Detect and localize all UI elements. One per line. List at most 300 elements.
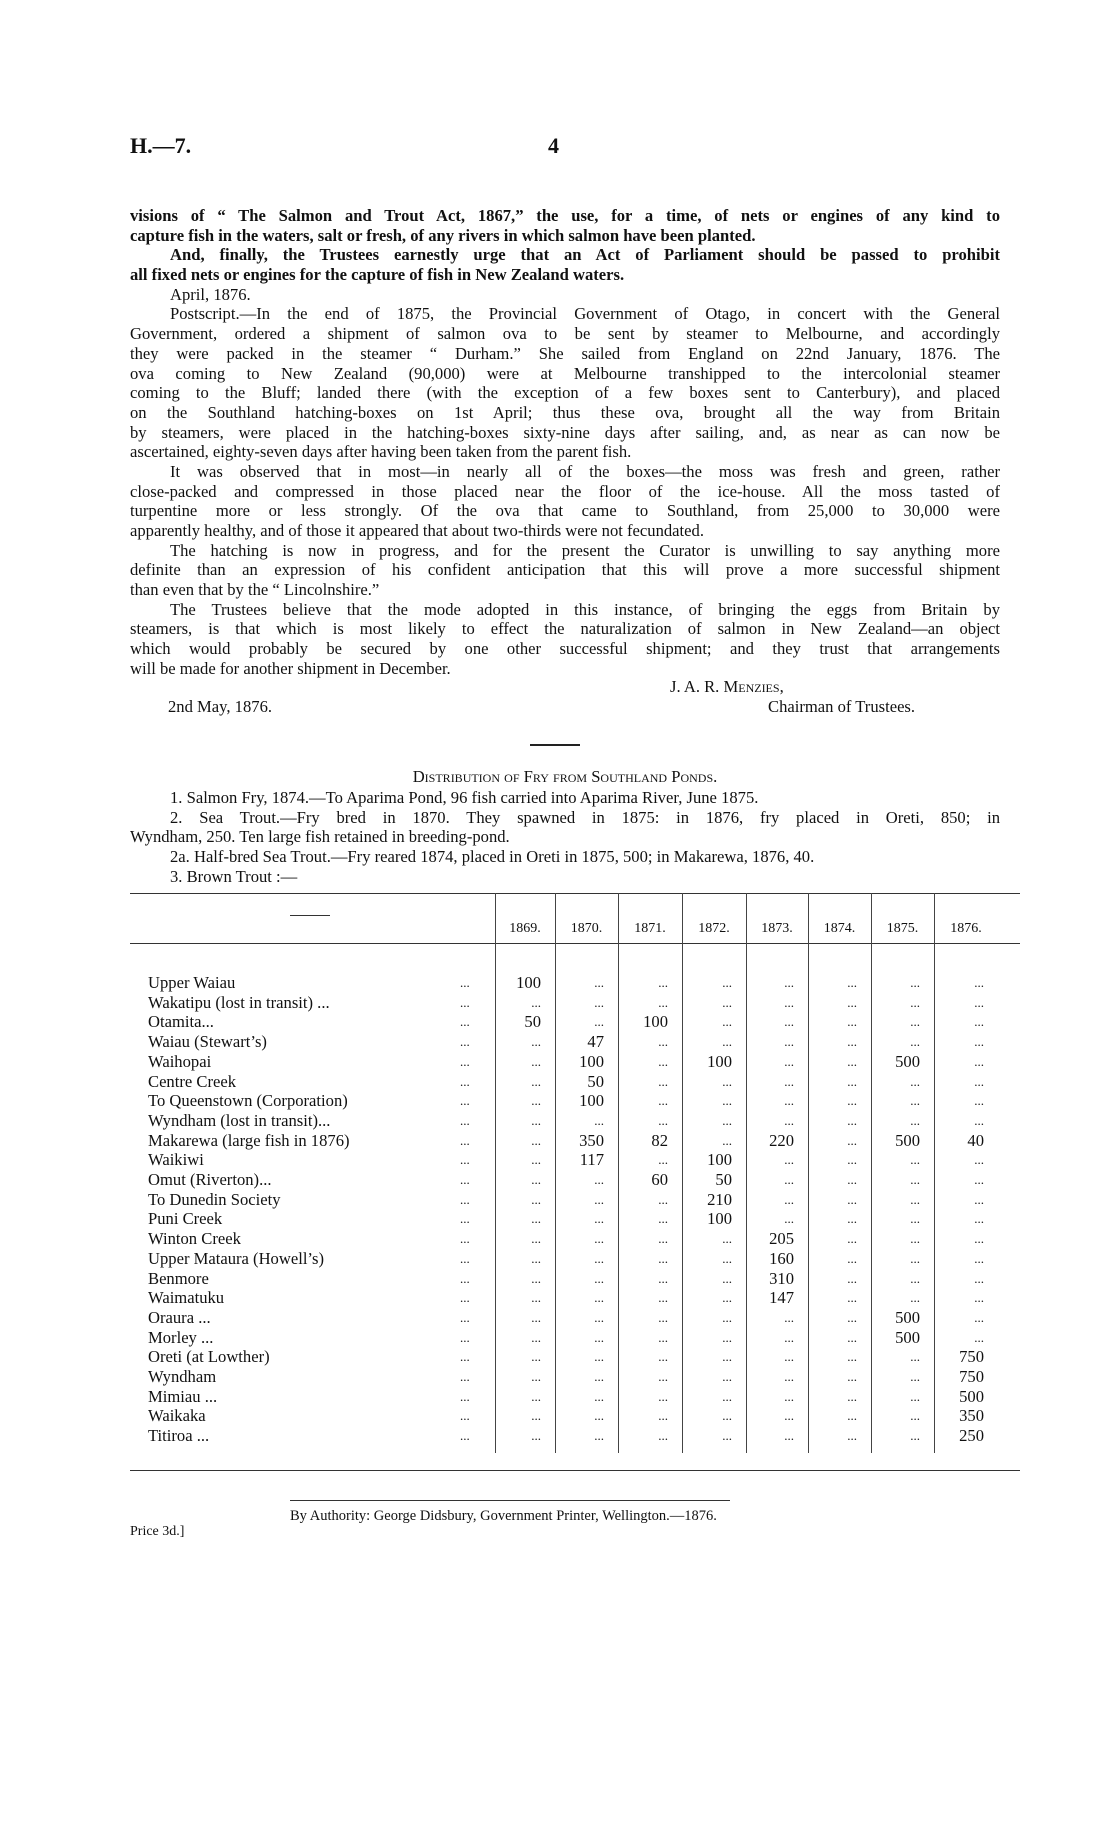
leader-dots: ...	[460, 1290, 470, 1306]
table-cell: ...	[722, 1329, 732, 1345]
table-cell: 100	[579, 1051, 604, 1071]
table-cell: 117	[579, 1150, 604, 1170]
leader-dots: ...	[460, 1014, 470, 1030]
table-cell: ...	[531, 1152, 541, 1168]
table-cell: ...	[531, 1290, 541, 1306]
table-cell: 100	[579, 1091, 604, 1111]
table-row	[130, 1229, 1020, 1249]
table-cell: ...	[847, 1112, 857, 1128]
table-cell: ...	[594, 1211, 604, 1227]
table-cell: ...	[974, 1309, 984, 1325]
table-cell: ...	[722, 1270, 732, 1286]
table-cell: ...	[658, 1152, 668, 1168]
table-cell: ...	[847, 1329, 857, 1345]
signature-date: 2nd May, 1876.	[168, 697, 273, 716]
table-cell: 100	[707, 1150, 732, 1170]
table-cell: ...	[847, 1369, 857, 1384]
table-cell: ...	[658, 1211, 668, 1227]
table-cell: ...	[722, 1388, 732, 1404]
table-cell: ...	[658, 1231, 668, 1247]
table-row	[130, 1426, 1020, 1446]
table-cell: ...	[847, 1408, 857, 1424]
footer-rule	[290, 1500, 730, 1501]
table-cell: 100	[707, 1209, 732, 1229]
table-cell: 350	[959, 1406, 984, 1426]
table-cell: ...	[784, 1408, 794, 1424]
table-cell: ...	[974, 975, 984, 990]
text-line: by steamers, were placed in the hatching-boxes sixty-nine days after sailing, and, as near as can now be	[130, 422, 1000, 442]
table-cell: 100	[516, 973, 541, 992]
text-line: The Trustees believe that the mode adopted in this instance, of bringing the eggs from Britain by	[170, 599, 1000, 619]
distribution-list	[130, 788, 1000, 886]
table-cell: ...	[784, 1211, 794, 1227]
table-cell: 50	[524, 1012, 541, 1032]
leader-dots: ...	[460, 1369, 470, 1384]
leader-dots: ...	[460, 1093, 470, 1109]
table-cell: ...	[910, 1093, 920, 1109]
row-label: Oraura ...	[148, 1307, 211, 1327]
table-cell: ...	[784, 1349, 794, 1365]
table-cell: ...	[847, 1034, 857, 1050]
table-cell: ...	[658, 1388, 668, 1404]
year-header: 1876.	[950, 921, 982, 936]
table-cell: ...	[722, 1034, 732, 1050]
table-cell: ...	[784, 1172, 794, 1187]
table-cell: 50	[715, 1170, 732, 1189]
table-cell: ...	[910, 1231, 920, 1247]
leader-dots: ...	[460, 1329, 470, 1345]
table-cell: ...	[531, 1073, 541, 1089]
table-cell: ...	[722, 1349, 732, 1365]
leader-dots: ...	[460, 1132, 470, 1148]
table-cell: 47	[587, 1032, 604, 1052]
table-cell: ...	[658, 1369, 668, 1384]
text-line: visions of “ The Salmon and Trout Act, 1867,” the use, for a time, of nets or engines of any kind to	[130, 206, 1000, 225]
text-line: capture fish in the waters, salt or fresh, of any rivers in which salmon have been planted.	[130, 225, 756, 245]
table-cell: 210	[707, 1189, 732, 1209]
table-cell: ...	[531, 1132, 541, 1148]
table-cell: ...	[847, 1290, 857, 1306]
table-cell: ...	[531, 1309, 541, 1325]
table-cell: ...	[722, 975, 732, 990]
table-cell: ...	[974, 1211, 984, 1227]
table-cell: ...	[974, 1093, 984, 1109]
row-label: Omut (Riverton)...	[148, 1170, 272, 1189]
table-cell: ...	[594, 1014, 604, 1030]
table-cell: ...	[910, 1073, 920, 1089]
table-cell: ...	[847, 1053, 857, 1069]
table-cell: ...	[594, 1408, 604, 1424]
table-cell: ...	[974, 1053, 984, 1069]
table-cell: ...	[722, 1093, 732, 1109]
table-cell: ...	[784, 1152, 794, 1168]
table-cell: ...	[531, 1053, 541, 1069]
table-row	[130, 1406, 1020, 1426]
table-cell: ...	[974, 994, 984, 1010]
table-cell: ...	[847, 975, 857, 990]
year-header: 1874.	[823, 921, 856, 936]
table-row	[130, 1032, 1020, 1052]
table-cell: ...	[531, 1388, 541, 1404]
table-cell: ...	[910, 975, 920, 990]
table-bottom-rule	[130, 1470, 1020, 1471]
table-row	[130, 1209, 1020, 1229]
table-cell: 82	[651, 1130, 668, 1150]
leader-dots: ...	[460, 975, 470, 990]
text-line: definite than an expression of his confident anticipation that this will prove a more successful shipment	[130, 560, 1000, 580]
table-cell: ...	[974, 1329, 984, 1345]
leader-dots: ...	[460, 1388, 470, 1404]
table-cell: ...	[658, 1428, 668, 1444]
table-cell: ...	[847, 1093, 857, 1109]
row-label: Titiroa ...	[148, 1426, 210, 1446]
distribution-title: Distribution of Fry from Southland Ponds.	[412, 767, 718, 786]
table-cell: ...	[784, 1112, 794, 1128]
table-cell: ...	[658, 1329, 668, 1345]
table-cell: ...	[910, 1270, 920, 1286]
table-cell: ...	[847, 1428, 857, 1444]
table-cell: 220	[769, 1130, 794, 1150]
text-line: than even that by the “ Lincolnshire.”	[130, 580, 380, 600]
table-cell: 750	[959, 1367, 984, 1386]
table-cell: 500	[895, 1051, 920, 1071]
table-cell: ...	[847, 1250, 857, 1266]
table-cell: 250	[959, 1426, 984, 1446]
table-cell: ...	[658, 1408, 668, 1424]
row-label: Waimatuku	[148, 1288, 225, 1308]
table-cell: ...	[784, 1428, 794, 1444]
year-header: 1870.	[570, 921, 603, 936]
table-cell: ...	[974, 1152, 984, 1168]
table-cell: ...	[594, 1290, 604, 1306]
leader-dots: ...	[460, 1152, 470, 1168]
text-line: 3. Brown Trout :—	[170, 866, 298, 886]
table-cell: ...	[658, 1191, 668, 1207]
table-cell: ...	[594, 1172, 604, 1187]
table-cell: ...	[910, 1428, 920, 1444]
table-cell: ...	[847, 1014, 857, 1030]
header-dash	[290, 915, 330, 916]
row-label: Benmore	[148, 1268, 209, 1288]
row-label: Upper Mataura (Howell’s)	[148, 1248, 325, 1268]
table-cell: ...	[974, 1034, 984, 1050]
table-row	[130, 1131, 1020, 1151]
table-cell: ...	[722, 1369, 732, 1384]
table-cell: ...	[910, 1112, 920, 1128]
table-cell: 310	[769, 1268, 794, 1288]
text-line: apparently healthy, and of those it appeared that about two-thirds were not fecundated.	[130, 521, 704, 540]
row-label: Mimiau ...	[148, 1386, 218, 1406]
leader-dots: ...	[460, 1428, 470, 1444]
text-line: It was observed that in most—in nearly all of the boxes—the moss was fresh and green, rather	[170, 461, 1000, 481]
table-cell: ...	[847, 1152, 857, 1168]
table-cell: ...	[847, 1211, 857, 1227]
table-cell: ...	[594, 994, 604, 1010]
section-divider	[530, 744, 580, 746]
table-cell: ...	[974, 1290, 984, 1306]
table-row	[130, 1150, 1020, 1170]
text-line: will be made for another shipment in December.	[130, 658, 451, 678]
leader-dots: ...	[460, 1034, 470, 1050]
leader-dots: ...	[460, 1053, 470, 1069]
table-cell: ...	[910, 1014, 920, 1030]
table-row	[130, 1269, 1020, 1289]
text-line: ova coming to New Zealand (90,000) were at Melbourne transhipped to the intercolonial steamer	[130, 363, 1000, 383]
leader-dots: ...	[460, 1408, 470, 1424]
table-cell: ...	[658, 1270, 668, 1286]
table-cell: ...	[531, 1211, 541, 1227]
text-line: they were packed in the steamer “ Durham.” She sailed from England on 22nd January, 1876. The	[130, 343, 1000, 363]
table-cell: ...	[594, 1231, 604, 1247]
leader-dots: ...	[460, 1191, 470, 1207]
text-line: April, 1876.	[170, 284, 251, 304]
text-line: steamers, is that which is most likely to effect the naturalization of salmon in New Zealand—an object	[130, 619, 1000, 639]
leader-dots: ...	[460, 1250, 470, 1266]
table-cell: ...	[974, 1191, 984, 1207]
table-row	[130, 1328, 1020, 1348]
table-cell: ...	[910, 1250, 920, 1266]
table-row	[130, 1091, 1020, 1111]
table-cell: ...	[594, 1250, 604, 1266]
table-cell: 500	[895, 1307, 920, 1327]
table-cell: ...	[594, 1270, 604, 1286]
year-header: 1871.	[634, 921, 666, 936]
table-row	[130, 1387, 1020, 1407]
row-label: Upper Waiau	[148, 973, 236, 992]
table-cell: ...	[784, 1191, 794, 1207]
brown-trout-table	[130, 893, 1020, 1473]
table-cell: ...	[847, 994, 857, 1010]
table-cell: ...	[910, 1152, 920, 1168]
table-cell: ...	[531, 1329, 541, 1345]
table-cell: ...	[594, 1191, 604, 1207]
table-cell: ...	[974, 1073, 984, 1089]
table-cell: ...	[658, 1053, 668, 1069]
row-label: Centre Creek	[148, 1071, 237, 1091]
table-cell: ...	[722, 1231, 732, 1247]
table-header-rule	[130, 943, 1020, 944]
table-cell: 205	[769, 1229, 794, 1249]
table-cell: ...	[594, 1349, 604, 1365]
table-cell: ...	[658, 1290, 668, 1306]
table-row	[130, 1012, 1020, 1032]
table-cell: ...	[974, 1112, 984, 1128]
table-cell: 750	[959, 1347, 984, 1367]
row-label: Wakatipu (lost in transit) ...	[148, 992, 330, 1012]
leader-dots: ...	[460, 1172, 470, 1187]
row-label: Puni Creek	[148, 1209, 223, 1229]
table-cell: ...	[531, 1408, 541, 1424]
table-cell: ...	[531, 1428, 541, 1444]
leader-dots: ...	[460, 1270, 470, 1286]
table-cell: ...	[594, 1388, 604, 1404]
table-cell: ...	[847, 1349, 857, 1365]
text-line: 2a. Half-bred Sea Trout.—Fry reared 1874, placed in Oreti in 1875, 500; in Makarewa, 1876, 40.	[170, 847, 815, 867]
row-label: Makarewa (large fish in 1876)	[148, 1130, 350, 1150]
leader-dots: ...	[460, 1231, 470, 1247]
text-line: 1. Salmon Fry, 1874.—To Aparima Pond, 96 fish carried into Aparima River, June 1875.	[170, 788, 759, 807]
table-cell: 50	[587, 1071, 604, 1091]
row-label: Waiau (Stewart’s)	[148, 1032, 267, 1052]
table-cell: 100	[643, 1012, 668, 1032]
table-cell: ...	[784, 1053, 794, 1069]
table-cell: ...	[784, 1014, 794, 1030]
table-cell: ...	[531, 1034, 541, 1050]
row-label: Waikaka	[148, 1406, 206, 1426]
table-cell: ...	[594, 975, 604, 990]
table-cell: ...	[658, 1093, 668, 1109]
year-header: 1869.	[509, 921, 541, 936]
table-cell: ...	[722, 1309, 732, 1325]
table-cell: ...	[594, 1112, 604, 1128]
table-cell: ...	[658, 1349, 668, 1365]
row-label: Oreti (at Lowther)	[148, 1347, 270, 1367]
text-line: The hatching is now in progress, and for the present the Curator is unwilling to say anything more	[170, 540, 1000, 560]
text-line: 2. Sea Trout.—Fry bred in 1870. They spawned in 1875: in 1876, fry placed in Oreti, 850; in	[170, 807, 1000, 827]
table-cell: ...	[910, 1290, 920, 1306]
table-cell: ...	[722, 994, 732, 1010]
table-cell: ...	[658, 1073, 668, 1089]
text-line: coming to the Bluff; landed there (with the exception of a few boxes sent to Canterbury), and placed	[130, 383, 1000, 403]
table-row	[130, 1052, 1020, 1072]
table-row	[130, 1072, 1020, 1092]
table-cell: ...	[847, 1231, 857, 1247]
text-line: ascertained, eighty-seven days after having been taken from the parent fish.	[130, 442, 632, 462]
table-cell: ...	[784, 1309, 794, 1325]
leader-dots: ...	[460, 994, 470, 1010]
table-cell: ...	[847, 1172, 857, 1187]
table-cell: ...	[722, 1428, 732, 1444]
row-label: Otamita...	[148, 1012, 214, 1032]
year-header: 1872.	[698, 921, 730, 936]
table-cell: ...	[722, 1073, 732, 1089]
table-cell: ...	[910, 1211, 920, 1227]
year-header: 1875.	[886, 921, 919, 936]
text-line: And, finally, the Trustees earnestly urge that an Act of Parliament should be passed to prohibit	[170, 245, 1000, 265]
table-cell: ...	[531, 1369, 541, 1384]
table-cell: 147	[769, 1288, 794, 1308]
table-cell: ...	[658, 1112, 668, 1128]
body-text	[130, 206, 1000, 679]
table-cell: ...	[722, 1250, 732, 1266]
row-label: Morley ...	[148, 1327, 214, 1347]
table-cell: ...	[910, 1369, 920, 1384]
leader-dots: ...	[460, 1112, 470, 1128]
table-cell: ...	[784, 1369, 794, 1384]
table-cell: ...	[658, 1250, 668, 1266]
leader-dots: ...	[460, 1349, 470, 1365]
table-cell: ...	[531, 1112, 541, 1128]
table-cell: ...	[784, 975, 794, 990]
row-label: To Queenstown (Corporation)	[148, 1091, 348, 1111]
table-cell: ...	[784, 1388, 794, 1404]
row-label: Winton Creek	[148, 1229, 241, 1249]
table-row	[130, 1347, 1020, 1367]
table-top-rule	[130, 893, 1020, 894]
table-cell: ...	[910, 1388, 920, 1404]
row-label: Waikiwi	[148, 1150, 204, 1170]
table-cell: ...	[658, 1034, 668, 1050]
text-line: Postscript.—In the end of 1875, the Provincial Government of Otago, in concert with the General	[170, 304, 1000, 324]
table-row	[130, 1308, 1020, 1328]
table-cell: ...	[784, 1093, 794, 1109]
table-cell: ...	[722, 1408, 732, 1424]
text-line: turpentine more or less strongly. Of the ova that came to Southland, from 25,000 to 30,000 were	[130, 501, 1000, 521]
table-cell: ...	[784, 1329, 794, 1345]
row-label: To Dunedin Society	[148, 1189, 281, 1209]
table-cell: ...	[910, 1191, 920, 1207]
table-cell: ...	[910, 994, 920, 1010]
table-cell: 60	[651, 1170, 668, 1189]
table-row	[130, 1190, 1020, 1210]
table-cell: ...	[722, 1112, 732, 1128]
table-row	[130, 1367, 1020, 1387]
table-cell: ...	[847, 1309, 857, 1325]
table-cell: ...	[531, 1093, 541, 1109]
table-cell: 40	[967, 1130, 984, 1150]
table-cell: 500	[895, 1130, 920, 1150]
table-cell: ...	[784, 994, 794, 1010]
text-line: Wyndham, 250. Ten large fish retained in breeding-pond.	[130, 827, 510, 847]
table-cell: ...	[974, 1231, 984, 1247]
leader-dots: ...	[460, 1073, 470, 1089]
table-row	[130, 973, 1020, 993]
table-cell: ...	[531, 1172, 541, 1187]
table-row	[130, 993, 1020, 1013]
table-row	[130, 1170, 1020, 1190]
table-cell: 160	[769, 1248, 794, 1268]
table-cell: ...	[594, 1369, 604, 1384]
table-cell: ...	[910, 1349, 920, 1365]
table-row	[130, 1288, 1020, 1308]
table-cell: ...	[594, 1309, 604, 1325]
table-row	[130, 1249, 1020, 1269]
printer-authority: By Authority: George Didsbury, Government Printer, Wellington.—1876.	[290, 1508, 717, 1524]
table-cell: ...	[974, 1172, 984, 1187]
table-cell: ...	[910, 1172, 920, 1187]
signature-name: J. A. R. Menzies,	[670, 677, 784, 696]
table-cell: ...	[847, 1132, 857, 1148]
table-cell: ...	[974, 1250, 984, 1266]
table-cell: ...	[722, 1014, 732, 1030]
table-row	[130, 1111, 1020, 1131]
text-line: which would probably be secured by one other successful shipment; and they trust that arrangements	[130, 639, 1000, 659]
table-cell: ...	[847, 1270, 857, 1286]
table-cell: ...	[974, 1270, 984, 1286]
leader-dots: ...	[460, 1309, 470, 1325]
table-cell: ...	[594, 1329, 604, 1345]
table-cell: ...	[594, 1428, 604, 1444]
table-cell: ...	[658, 994, 668, 1010]
table-cell: ...	[531, 1250, 541, 1266]
table-cell: ...	[531, 1191, 541, 1207]
table-cell: ...	[658, 975, 668, 990]
table-cell: 500	[959, 1386, 984, 1406]
table-cell: ...	[847, 1388, 857, 1404]
row-label: Wyndham (lost in transit)...	[148, 1110, 331, 1130]
table-cell: ...	[722, 1290, 732, 1306]
table-cell: ...	[784, 1034, 794, 1050]
table-cell: ...	[531, 994, 541, 1010]
row-label: Wyndham	[148, 1367, 217, 1386]
document-code: H.—7.	[130, 133, 192, 158]
row-label: Waihopai	[148, 1051, 212, 1071]
text-line: close-packed and compressed in those placed near the floor of the ice-house. All the moss tasted of	[130, 481, 1000, 501]
page-number: 4	[548, 133, 559, 158]
table-cell: ...	[847, 1073, 857, 1089]
table-cell: ...	[531, 1231, 541, 1247]
leader-dots: ...	[460, 1211, 470, 1227]
